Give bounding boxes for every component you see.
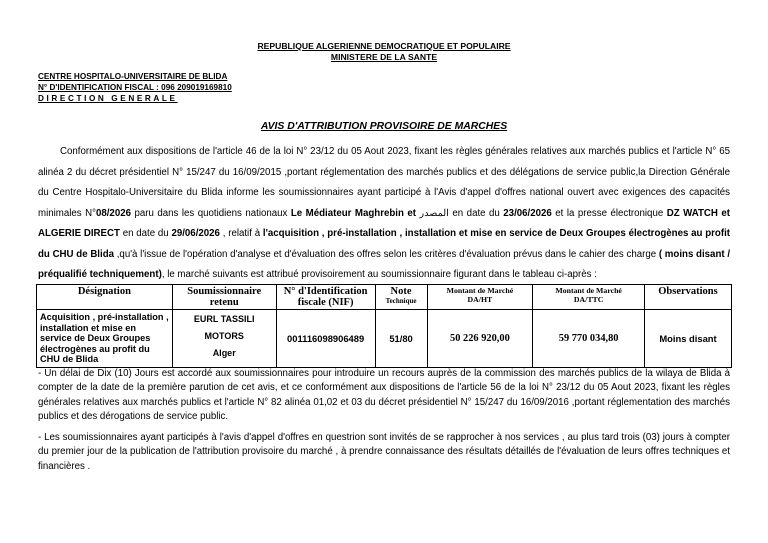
header-observations: Observations <box>645 285 732 310</box>
cell-nif: 001116098906489 <box>276 310 375 368</box>
intro-paragraph: Conformément aux dispositions de l'article 46 de la loi N° 23/12 du 05 Aout 2023, fixant les règles générales relatives aux marchés publics et l'article N° 65 alinéa 2 du décret présidentiel N° 15/247 du 16/09/2015 ,portant réglementation des marchés publics et des délégations de service public,la Direction Générale du Centre Hospitalo-Universitaire du Blida informe les soumissionnaires ayant participé à l'Avis d'appel d'offres national ouvert avec exigences des capacités minimales N°08/2026 paru dans les quotidiens nationaux Le Médiateur Maghrebin et المصدر en date du 23/06/2026 et la presse électronique DZ WATCH et ALGERIE DIRECT en date du 29/06/2026 , relatif à l'acquisition , pré-installation , installation et mise en service de Deux Groupes électrogènes au profit du CHU de Blida ,qu'à l'issue de l'opération d'analyse et d'évaluation des offres selon les critères d'évaluation prévus dans le cahier des charge ( moins disant / préqualifié techniquement), le marché suivants est attribué provisoirement au soumissionnaire figurant dans le tableau ci-après : <box>38 146 731 280</box>
cell-soumissionnaire: EURL TASSILI MOTORS Alger <box>172 310 276 368</box>
award-table <box>36 284 732 368</box>
consultation-paragraph: - Les soumissionnaires ayant participés à l'avis d'appel d'offres en questrion sont invités de se rapprocher à nos services , au plus tard trois (03) jours à compter du premier jour de la publication de l'attribution provisoire du marché , à prendre connaissance des résultats détaillés de l'évaluation de leurs offres techniques et financières . <box>38 432 730 472</box>
notice-title: AVIS D'ATTRIBUTION PROVISOIRE DE MARCHES <box>260 121 508 132</box>
header-designation: Désignation <box>37 285 173 310</box>
appeal-paragraph: - Un délai de Dix (10) Jours est accordé aux soumissionnaires pour introduire un recours auprès de la commission des marchés publics de la wilaya de Blida à compter de la date de la première parution de cet avis, et ce conformément aux dispositions de l'article 56 de la loi N° 23/12 du 05 Aout 2023, fixant les règles générales relatives aux marchés publics et l'article N° 82 alinéa 01,02 et 03 du décret présidentiel N° 15/247 du 16/09/2016 ,portant réglementation des marchés publics et des dérogations de service public. <box>38 368 730 422</box>
header-montant-ht: Montant de Marché DA/HT <box>427 285 533 310</box>
republic-heading: REPUBLIQUE ALGERIENNE DEMOCRATIQUE ET POPULAIRE <box>257 41 511 51</box>
cell-observations: Moins disant <box>645 310 732 368</box>
table-header-row <box>37 285 732 310</box>
cell-montant-ht: 50 226 920,00 <box>427 310 533 368</box>
cell-designation: Acquisition , pré-installation , installation et mise en service de Deux Groupes électrogènes au profit du CHU de Blida <box>37 310 173 368</box>
issuer-fiscal-id: N° D'IDENTIFICATION FISCAL : 096 209019169810 <box>38 83 232 92</box>
issuer-name: CENTRE HOSPITALO-UNIVERSITAIRE DE BLIDA <box>38 72 228 81</box>
header-note: Note Technique <box>375 285 427 310</box>
header-montant-ttc: Montant de Marché DA/TTC <box>533 285 645 310</box>
header-soumissionnaire: Soumissionnaire retenu <box>172 285 276 310</box>
ministry-heading: MINISTERE DE LA SANTE <box>330 52 438 62</box>
cell-montant-ttc: 59 770 034,80 <box>533 310 645 368</box>
issuer-direction: DIRECTION GENERALE <box>38 94 178 103</box>
header-nif: N° d'Identification fiscale (NIF) <box>276 285 375 310</box>
table-row <box>37 310 732 368</box>
cell-note: 51/80 <box>375 310 427 368</box>
